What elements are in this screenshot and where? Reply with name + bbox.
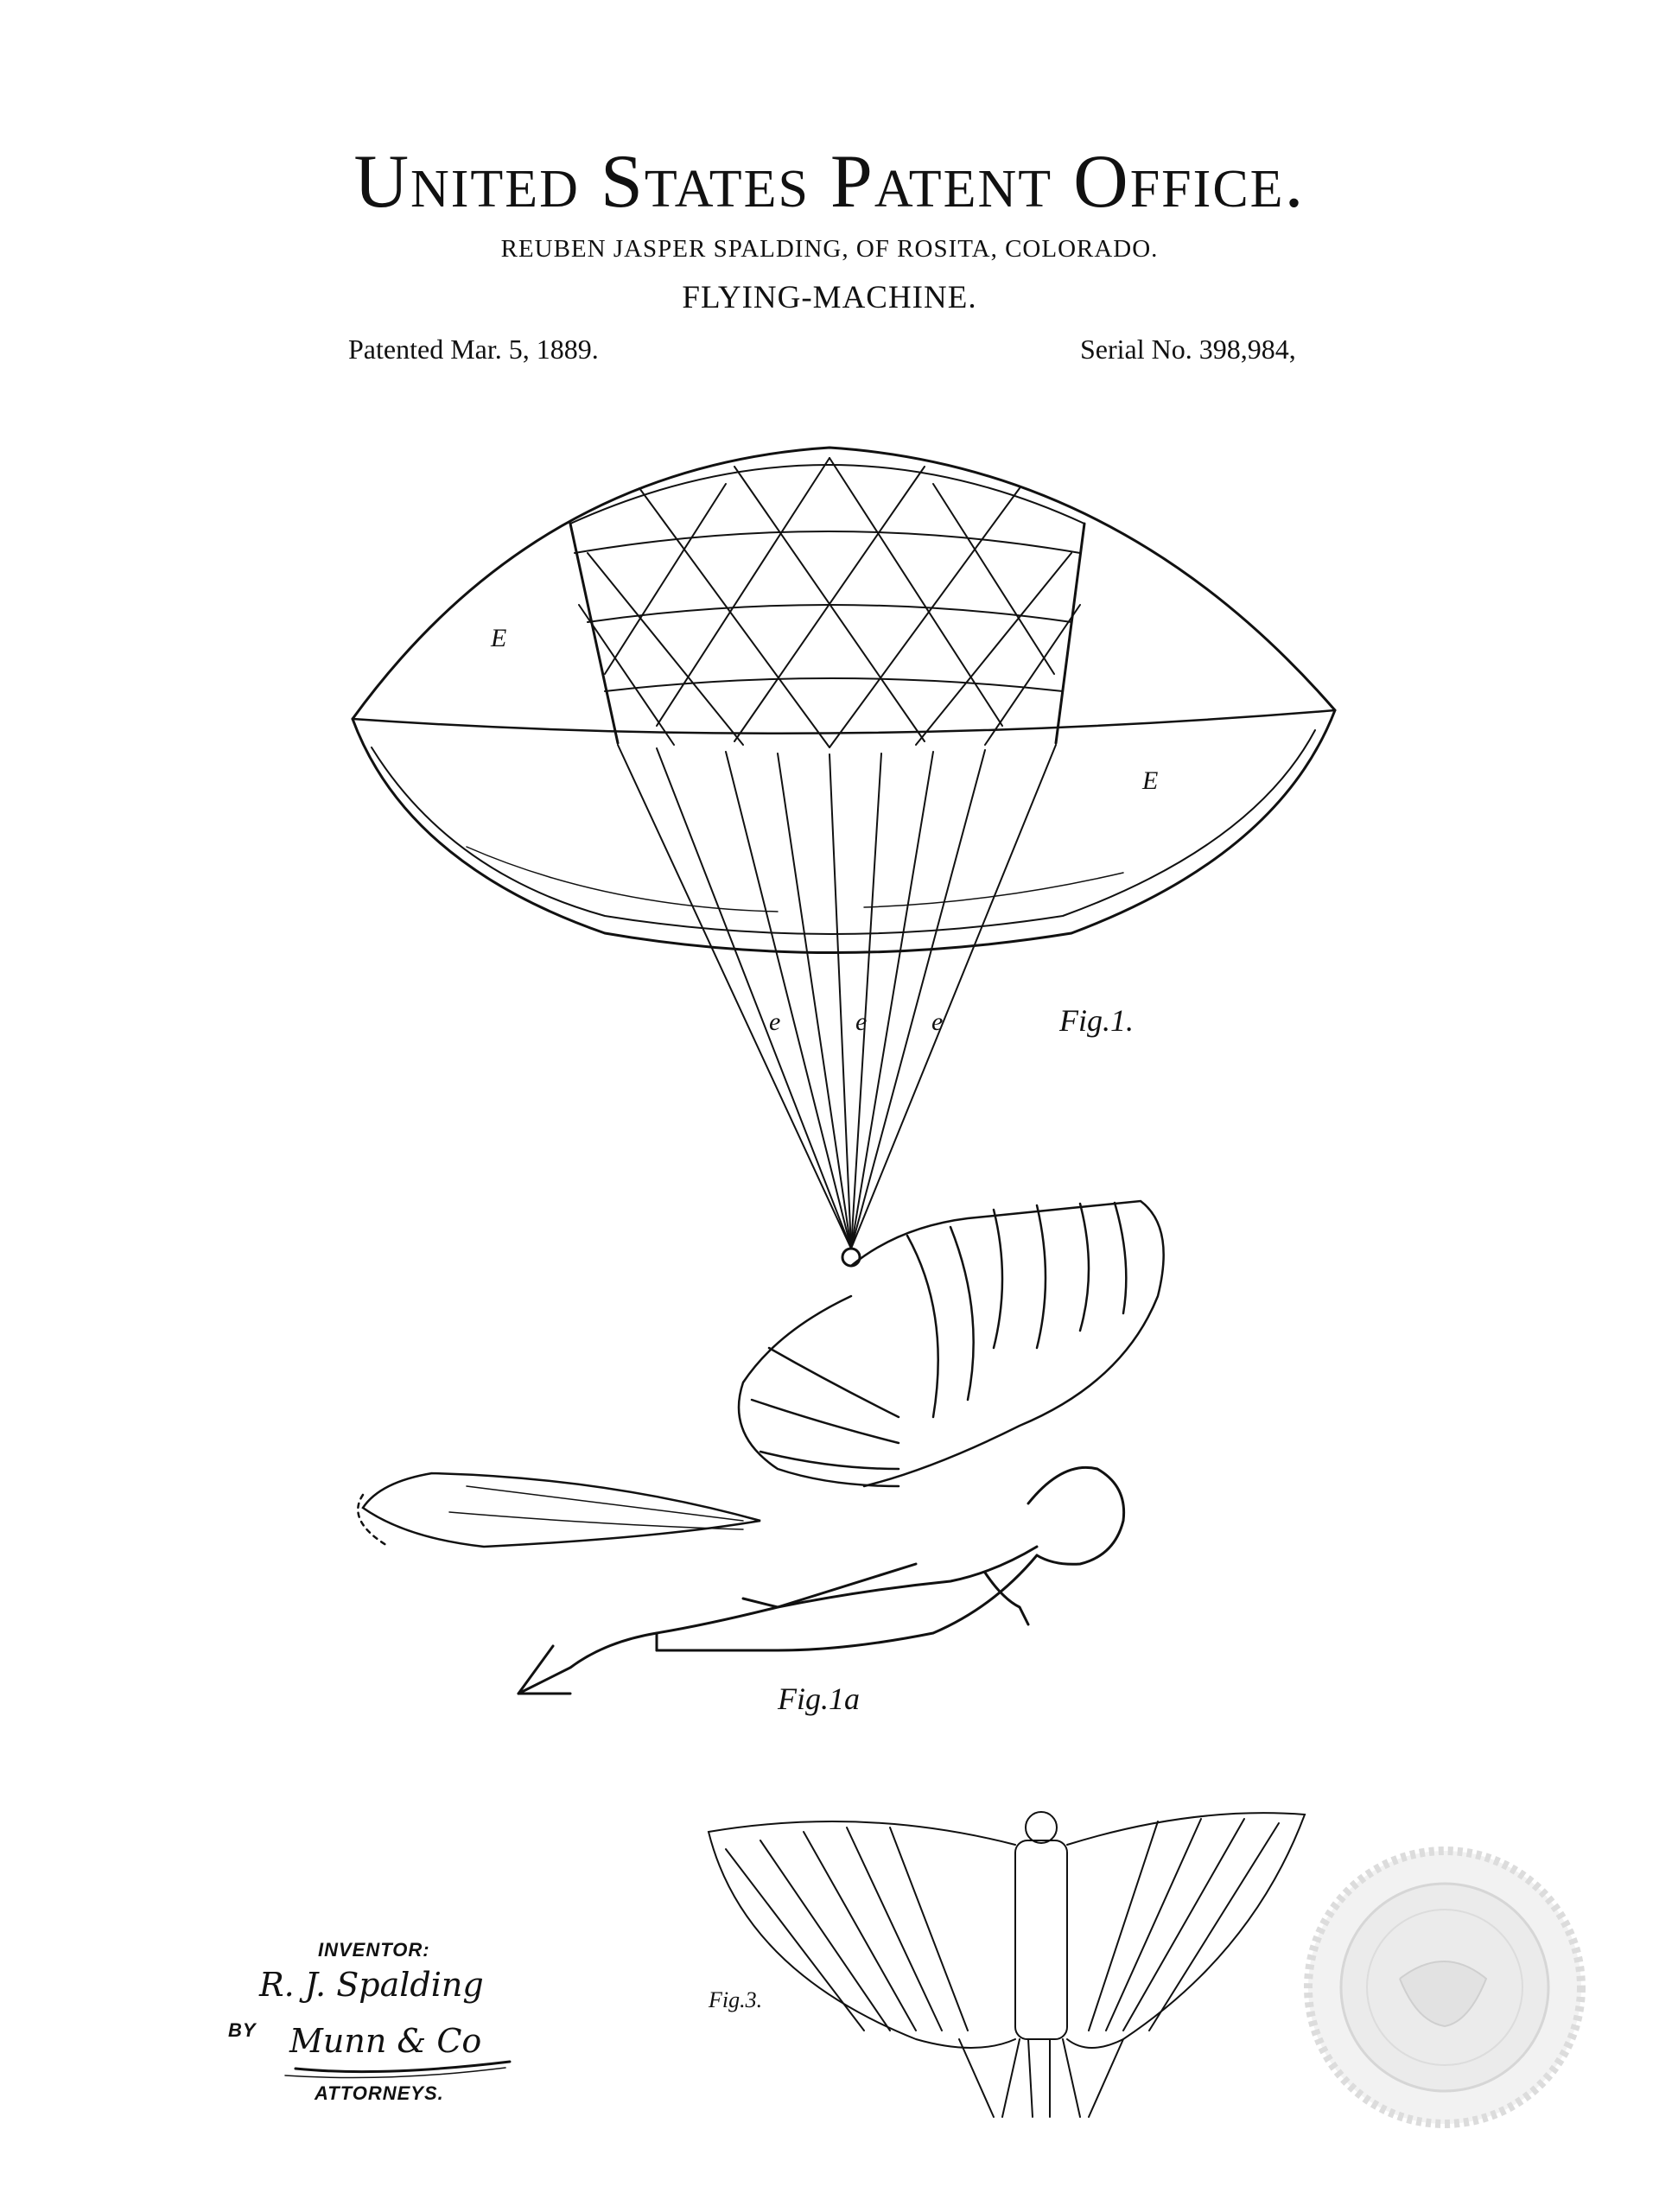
attorneys-label: ATTORNEYS.	[315, 2082, 444, 2104]
fig3-wings	[709, 1812, 1305, 2117]
patent-office-title: United States Patent Office.	[353, 140, 1306, 224]
cord-letter-1: e	[769, 1007, 781, 1036]
seal-stamp	[1308, 1851, 1581, 2124]
invention-title: FLYING-MACHINE.	[682, 280, 977, 315]
inventor-label: INVENTOR:	[318, 1939, 430, 1961]
balloon-letter-right: E	[1142, 766, 1159, 795]
inventor-line: REUBEN JASPER SPALDING, OF ROSITA, COLORADO.	[500, 235, 1159, 263]
attorney-signature: Munn & Co	[289, 2022, 482, 2060]
by-label: BY	[228, 2019, 257, 2041]
fig1a-label: Fig.1a	[778, 1681, 860, 1716]
inventor-signature: R. J. Spalding	[259, 1966, 484, 2004]
cord-letter-3: e	[931, 1007, 944, 1036]
attorney-underline	[296, 2062, 510, 2072]
flying-man-body	[518, 1467, 1124, 1694]
balloon-letter-left: E	[491, 624, 507, 652]
balloon-envelope	[353, 448, 1335, 953]
tail-fan	[358, 1473, 760, 1547]
serial-number: Serial No. 398,984,	[1080, 334, 1296, 365]
balloon-net	[575, 458, 1080, 747]
patented-date: Patented Mar. 5, 1889.	[348, 334, 599, 365]
cord-letter-2: e	[855, 1007, 868, 1036]
suspension-cords	[618, 745, 1056, 1249]
fig3-label: Fig.3.	[709, 1987, 763, 2012]
flying-man-wings	[739, 1201, 1164, 1486]
suspension-ring	[842, 1249, 860, 1266]
fig1-label: Fig.1.	[1059, 1003, 1134, 1038]
